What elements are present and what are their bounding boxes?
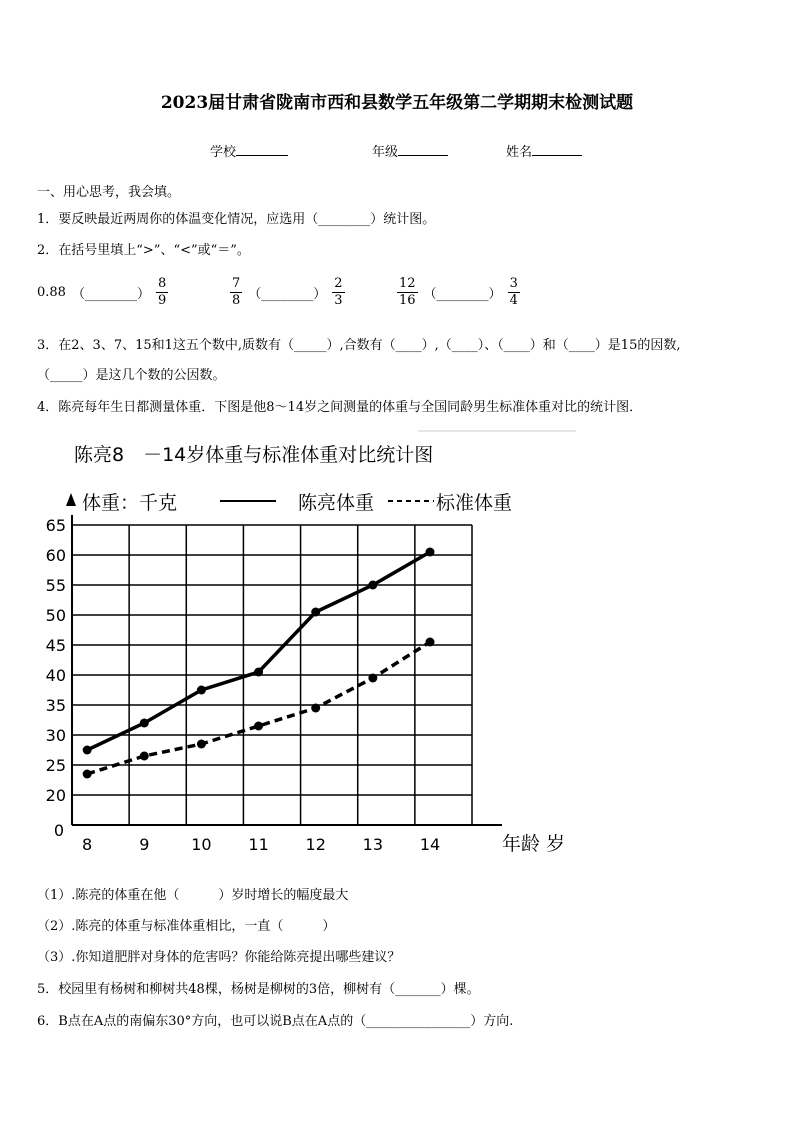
fraction: $\frac{8}{9}$ <box>157 276 167 308</box>
name-label: 姓名 <box>506 145 533 160</box>
data-point-chenliang <box>311 608 320 617</box>
x-tick-label: 8 <box>82 835 93 854</box>
answer-blank[interactable]: （________） <box>248 287 327 302</box>
y-tick-label: 60 <box>45 546 66 565</box>
grade-field <box>372 141 448 160</box>
data-point-chenliang <box>197 686 206 695</box>
y-tick-label: 65 <box>45 516 66 535</box>
x-tick-label: 12 <box>305 835 326 854</box>
legend-label-chenliang: 陈亮体重 <box>298 492 375 514</box>
data-point-chenliang <box>254 668 263 677</box>
series-line-standard <box>87 642 430 774</box>
y-tick-label: 50 <box>45 606 66 625</box>
grade-blank[interactable] <box>398 142 448 156</box>
data-point-chenliang <box>426 548 435 557</box>
legend-label-standard: 标准体重 <box>436 492 513 514</box>
question-6: 6．B点在A点的南偏东30°方向，也可以说B点在A点的（________________）方向. <box>37 1014 514 1029</box>
data-point-chenliang <box>83 746 92 755</box>
y-axis-arrow <box>66 493 76 506</box>
series-line-chenliang <box>87 552 430 750</box>
question-3-line-1: 3．在2、3、7、15和1这五个数中,质数有（_____）,合数有（____）,（____）、（____）和（____）是15的因数, <box>37 338 681 353</box>
question-3-line-2: （_____）是这几个数的公因数。 <box>37 368 226 383</box>
question-5: 5．校园里有杨树和柳树共48棵，杨树是柳树的3倍，柳树有（_______）棵。 <box>37 982 480 997</box>
question-4-part-1: （1）.陈亮的体重在他（ ）岁时增长的幅度最大 <box>37 888 349 903</box>
school-field <box>210 141 288 160</box>
x-tick-label: 9 <box>139 835 150 854</box>
answer-blank[interactable]: （________） <box>423 287 502 302</box>
x-tick-label: 11 <box>248 835 269 854</box>
question-4-part-2: （2）.陈亮的体重与标准体重相比，一直（ ） <box>37 919 336 934</box>
page-title: 2023届甘肃省陇南市西和县数学五年级第二学期期末检测试题 <box>160 93 634 113</box>
x-tick-label: 14 <box>419 835 441 854</box>
data-point-standard <box>426 638 435 647</box>
section-heading: 一、用心思考，我会填。 <box>37 185 181 200</box>
fraction: $\frac{12}{16}$ <box>399 276 416 308</box>
data-point-chenliang <box>368 581 377 590</box>
data-point-standard <box>254 722 263 731</box>
question-2: 2．在括号里填上“>”、“<”或“＝”。 <box>37 243 250 258</box>
school-blank[interactable] <box>236 142 288 156</box>
y-tick-label: 40 <box>45 666 66 685</box>
data-point-standard <box>83 770 92 779</box>
name-blank[interactable] <box>532 142 582 156</box>
question-4: 4．陈亮每年生日都测量体重．下图是他8～14岁之间测量的体重与全国同龄男生标准体重对比的统计图． <box>37 400 643 415</box>
data-point-standard <box>368 674 377 683</box>
chart-title: 陈亮8 －14岁体重与标准体重对比统计图 <box>74 444 434 466</box>
grade-label: 年级 <box>372 145 399 160</box>
decimal-value: 0.88 <box>37 285 66 300</box>
fraction: $\frac{2}{3}$ <box>334 276 343 308</box>
compare-item-b <box>230 276 345 309</box>
y-tick-label: 35 <box>45 696 66 715</box>
school-label: 学校 <box>210 145 237 160</box>
data-point-standard <box>197 740 206 749</box>
x-tick-label: 13 <box>362 835 384 854</box>
y-tick-label: 45 <box>45 636 66 655</box>
data-point-standard <box>311 704 320 713</box>
y-axis-label: 体重：千克 <box>82 492 178 514</box>
question-1: 1．要反映最近两周你的体温变化情况，应选用（________）统计图。 <box>37 212 436 227</box>
y-tick-label: 55 <box>45 576 66 595</box>
origin-label: 0 <box>53 821 64 840</box>
answer-blank[interactable]: （________） <box>71 287 150 302</box>
y-tick-label: 20 <box>45 786 66 805</box>
fraction: $\frac{3}{4}$ <box>509 276 518 308</box>
weight-comparison-chart <box>36 425 576 865</box>
x-axis-label: 年龄 岁 <box>502 833 566 855</box>
compare-item-a <box>37 276 168 309</box>
name-field <box>506 141 582 160</box>
y-tick-label: 30 <box>45 726 66 745</box>
compare-item-c <box>397 276 520 309</box>
question-4-part-3: （3）.你知道肥胖对身体的危害吗？你能给陈亮提出哪些建议？ <box>37 950 401 965</box>
fraction: $\frac{7}{8}$ <box>232 276 241 308</box>
data-point-standard <box>140 752 149 761</box>
data-point-chenliang <box>140 719 149 728</box>
x-tick-label: 10 <box>191 835 212 854</box>
y-tick-label: 25 <box>45 756 66 775</box>
